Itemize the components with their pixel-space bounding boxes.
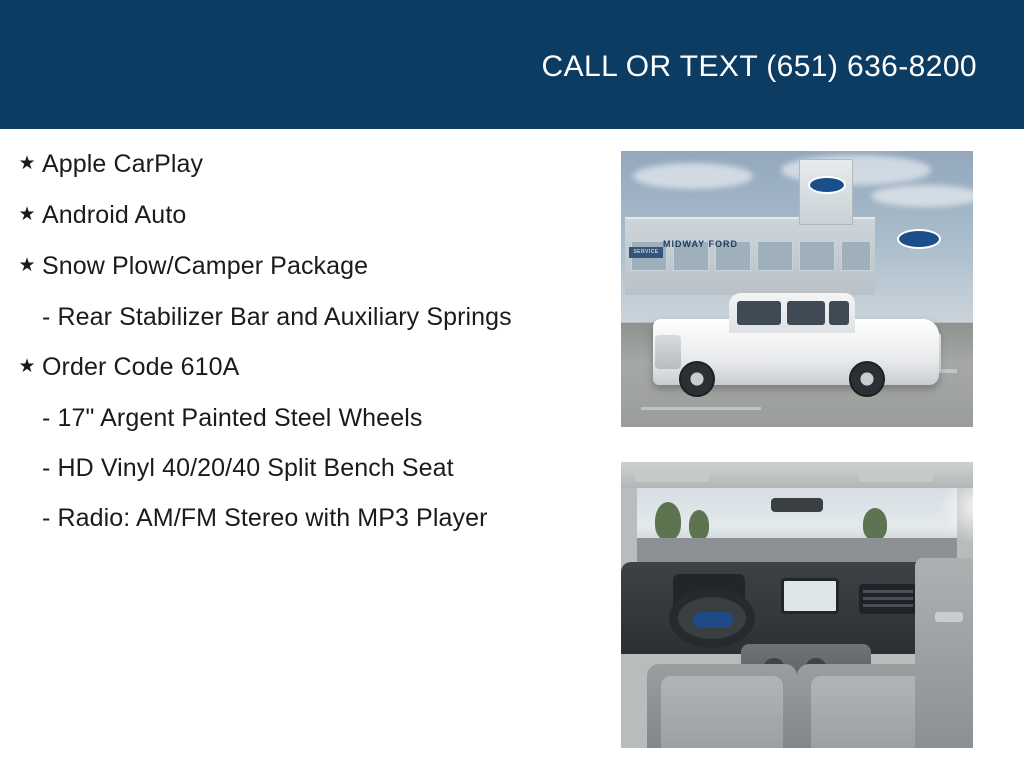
cloud-shape bbox=[633, 163, 753, 189]
ford-oval-badge bbox=[693, 612, 733, 628]
tree-shape bbox=[655, 502, 681, 540]
list-item bbox=[0, 147, 612, 181]
star-icon: ★ bbox=[18, 356, 36, 377]
media-column bbox=[612, 129, 1024, 768]
truck-grille bbox=[655, 335, 681, 369]
feature-label: Apple CarPlay bbox=[42, 150, 204, 178]
call-or-text-phone[interactable]: CALL OR TEXT (651) 636-8200 bbox=[541, 49, 977, 83]
feature-list bbox=[0, 129, 612, 768]
header-banner bbox=[0, 0, 1024, 129]
list-item bbox=[0, 350, 612, 384]
list-item bbox=[0, 249, 612, 283]
driver-bench-seat bbox=[647, 664, 797, 748]
content-area bbox=[0, 129, 1024, 768]
front-wheel bbox=[679, 361, 715, 397]
vent-slat bbox=[863, 590, 913, 593]
rear-wheel bbox=[849, 361, 885, 397]
feature-sub-item: - Rear Stabilizer Bar and Auxiliary Springs bbox=[42, 303, 512, 331]
tree-shape bbox=[689, 510, 709, 540]
feature-label: Android Auto bbox=[42, 201, 187, 229]
cab-window bbox=[787, 301, 825, 325]
window-pane bbox=[841, 241, 871, 271]
vent-slat bbox=[863, 604, 913, 607]
feature-sub-item: - HD Vinyl 40/20/40 Split Bench Seat bbox=[42, 454, 454, 482]
feature-label: Snow Plow/Camper Package bbox=[42, 252, 369, 280]
exterior-vehicle-photo[interactable] bbox=[621, 151, 973, 427]
cab-window bbox=[737, 301, 781, 325]
door-panel bbox=[915, 558, 973, 748]
seat-cushion bbox=[661, 676, 783, 748]
door-handle[interactable] bbox=[935, 612, 963, 622]
ford-oval-badge bbox=[897, 229, 941, 249]
ford-oval-badge bbox=[808, 176, 846, 194]
feature-label: Order Code 610A bbox=[42, 353, 240, 381]
star-icon: ★ bbox=[18, 153, 36, 174]
rearview-mirror bbox=[771, 498, 823, 512]
sun-visor-left bbox=[635, 468, 709, 482]
truck-cab bbox=[729, 293, 855, 333]
window-pane bbox=[757, 241, 793, 271]
feature-sub-item: - 17" Argent Painted Steel Wheels bbox=[42, 404, 423, 432]
cloud-shape bbox=[871, 185, 973, 207]
tree-shape bbox=[863, 508, 887, 540]
sun-visor-right bbox=[859, 468, 933, 482]
air-vents bbox=[859, 584, 917, 614]
dealer-sign-pylon bbox=[799, 159, 853, 225]
star-icon: ★ bbox=[18, 204, 36, 225]
lot-stripe bbox=[641, 407, 761, 410]
road-surface bbox=[637, 538, 957, 564]
interior-vehicle-photo[interactable] bbox=[621, 462, 973, 748]
cab-window bbox=[829, 301, 849, 325]
list-item bbox=[0, 198, 612, 232]
window-pane bbox=[799, 241, 835, 271]
feature-sub-item: - Radio: AM/FM Stereo with MP3 Player bbox=[42, 504, 488, 532]
service-sign-text: SERVICE bbox=[629, 247, 663, 258]
star-icon: ★ bbox=[18, 255, 36, 276]
vent-slat bbox=[863, 597, 913, 600]
dealer-name-text: MIDWAY FORD bbox=[663, 239, 739, 249]
infotainment-screen[interactable] bbox=[781, 578, 839, 614]
